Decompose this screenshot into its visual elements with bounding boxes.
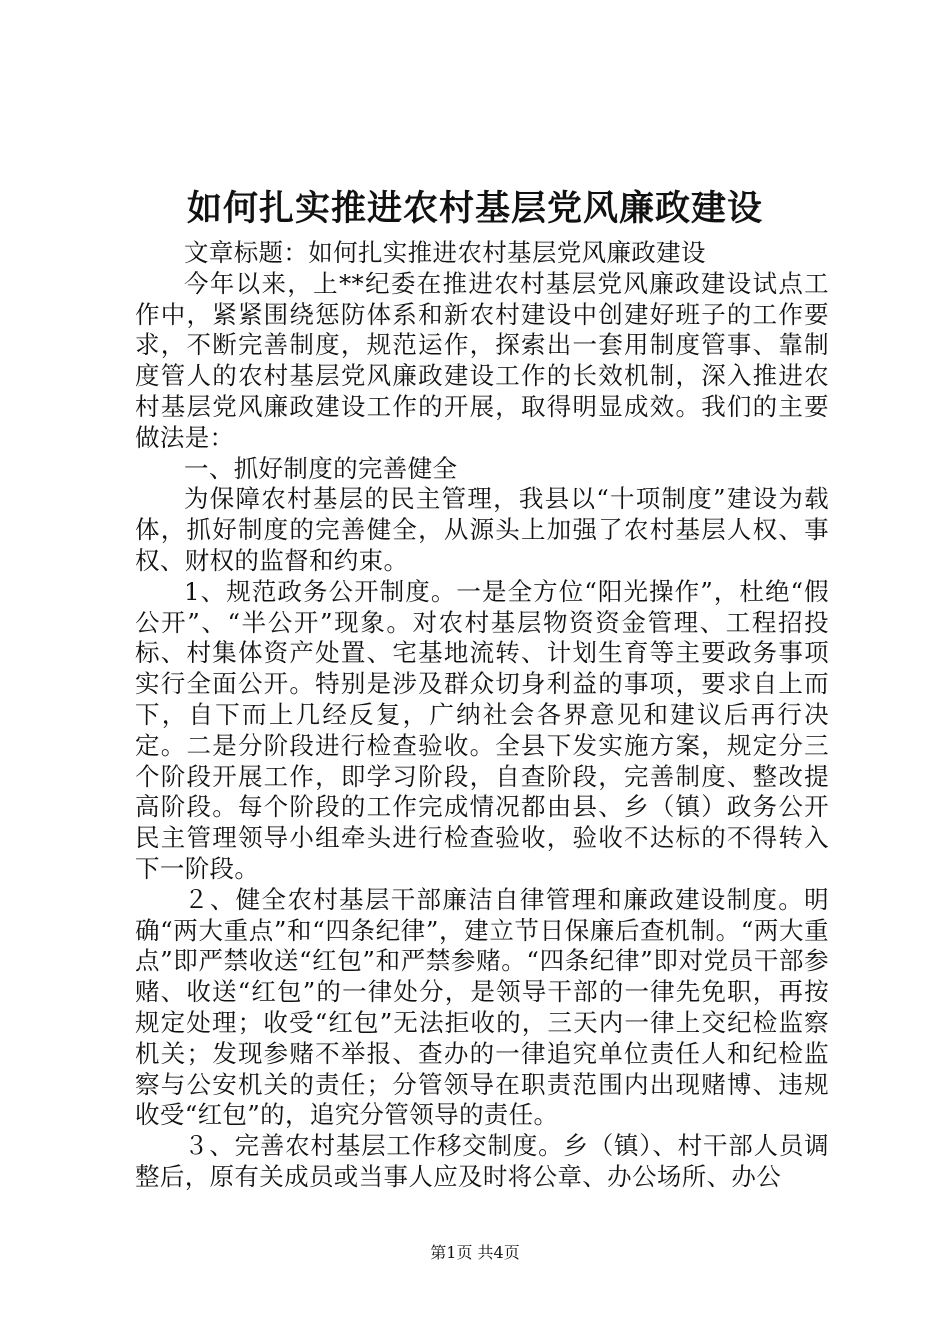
document-title: 如何扎实推进农村基层党风廉政建设 xyxy=(186,188,763,229)
section-intro-paragraph: 为保障农村基层的民主管理，我县以“十项制度”建设为载体，抓好制度的完善健全，从源头上加强了农村基层人权、事权、财权的监督和约束。 xyxy=(135,484,829,575)
article-title-line: 文章标题：如何扎实推进农村基层党风廉政建设 xyxy=(184,238,706,267)
document-body xyxy=(135,238,829,1193)
intro-paragraph: 今年以来，上**纪委在推进农村基层党风廉政建设试点工作中，紧紧围绕惩防体系和新农村建设中创建好班子的工作要求，不断完善制度，规范运作，探索出一套用制度管事、靠制度管人的农村基层党风廉政建设工作的长效机制，深入推进农村基层党风廉政建设工作的开展，取得明显成效。我们的主要做法是： xyxy=(135,268,829,452)
page-footer: 第1页 共4页 xyxy=(430,1243,520,1262)
item-3-paragraph: ３、完善农村基层工作移交制度。乡（镇）、村干部人员调整后，原有关成员或当事人应及时将公章、办公场所、办公 xyxy=(135,1131,829,1191)
item-1-paragraph: 1、规范政务公开制度。一是全方位“阳光操作”，杜绝“假公开”、“半公开”现象。对农村基层物资资金管理、工程招投标、村集体资产处置、宅基地流转、计划生育等主要政务事项实行全面公开。特别是涉及群众切身利益的事项，要求自上而下，自下而上几经反复，广纳社会各界意见和建议后再行决定。二是分阶段进行检查验收。全县下发实施方案，规定分三个阶段开展工作，即学习阶段，自查阶段，完善制度、整改提高阶段。每个阶段的工作完成情况都由县、乡（镇）政务公开民主管理领导小组牵头进行检查验收，验收不达标的不得转入下一阶段。 xyxy=(135,576,829,883)
section-heading: 一、抓好制度的完善健全 xyxy=(184,453,458,483)
item-2-paragraph: ２、健全农村基层干部廉洁自律管理和廉政建设制度。明确“两大重点”和“四条纪律”，建立节日保廉后查机制。“两大重点”即严禁收送“红包”和严禁参赌。“四条纪律”即对党员干部参赌、收送“红包”的一律处分，是领导干部的一律先免职，再按规定处理；收受“红包”无法拒收的，三天内一律上交纪检监察机关；发现参赌不举报、查办的一律追究单位责任人和纪检监察与公安机关的责任；分管领导在职责范围内出现赌博、违规收受“红包”的，追究分管领导的责任。 xyxy=(135,884,829,1130)
